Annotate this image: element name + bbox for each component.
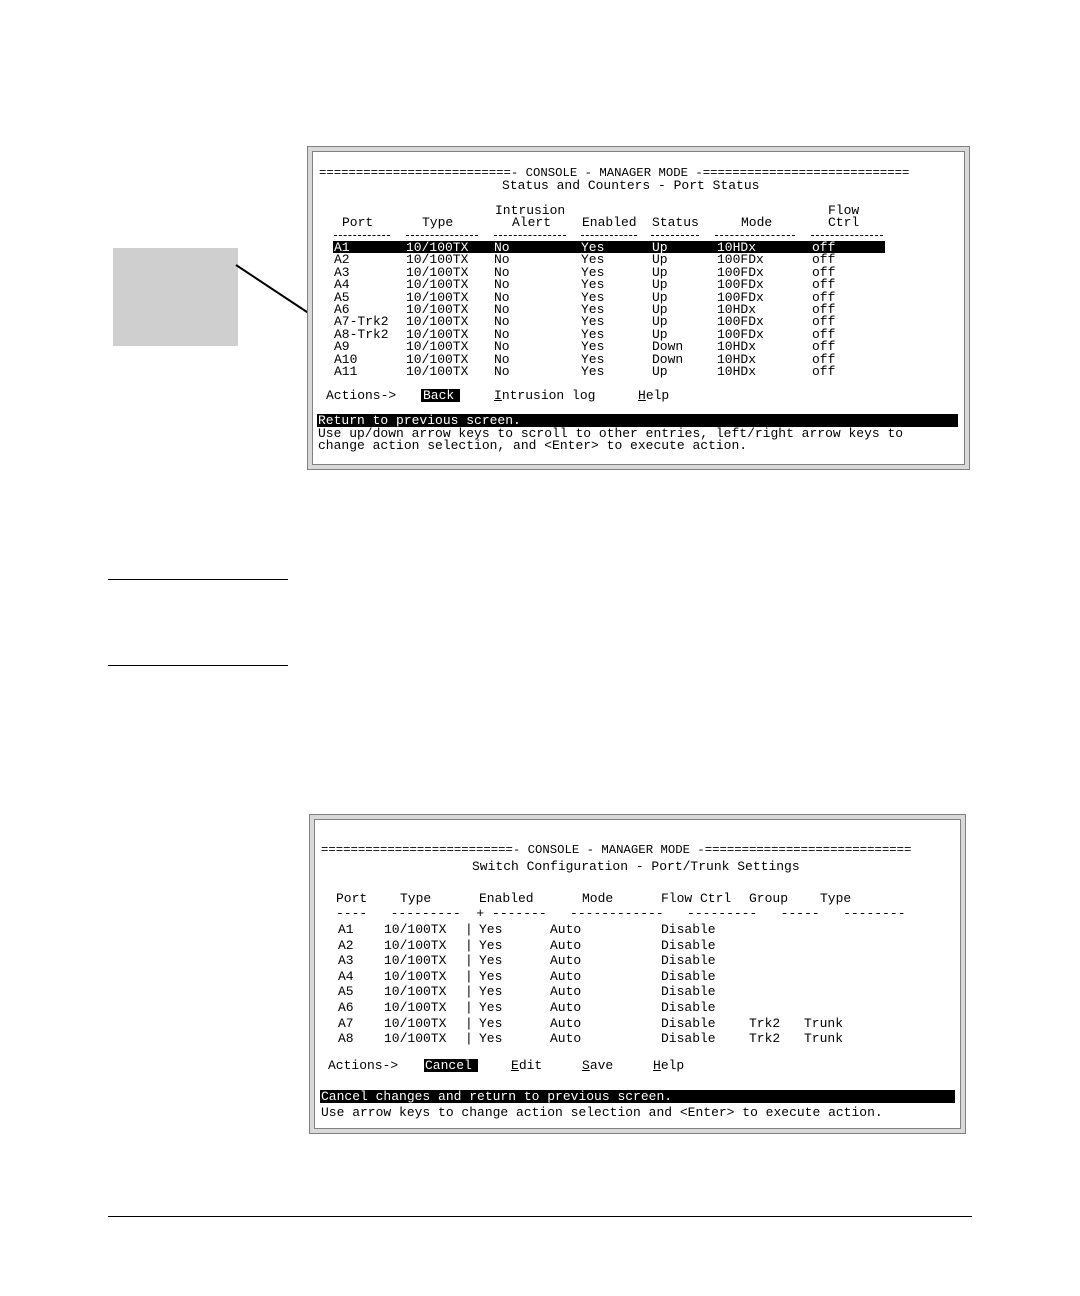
mode-cell: 10HDx (717, 351, 757, 367)
flow-cell: off (812, 302, 836, 317)
flow-cell: off (812, 252, 836, 268)
port-status-console (307, 146, 970, 470)
port-cell: A6 (334, 302, 350, 317)
enabled-cell: Yes (581, 240, 605, 255)
column-divider: | (465, 953, 473, 969)
column-divider: | (465, 1031, 473, 1047)
status-cell: Up (652, 252, 668, 268)
help-hotkey: H (638, 388, 646, 403)
column-divider: | (465, 1000, 473, 1015)
col-group: Group (749, 891, 789, 906)
cancel-button[interactable]: Cancel (424, 1059, 478, 1072)
type-cell: 10/100TX (406, 264, 469, 280)
status-cell: Up (652, 314, 668, 330)
intrusion-log-button[interactable] (494, 389, 595, 402)
alert-cell: No (494, 326, 510, 342)
header-separator: ---- --------- + ------- ------------ --------- ----- -------- (336, 906, 906, 921)
type-cell: 10/100TX (406, 326, 469, 342)
flow-cell: Disable (661, 984, 716, 1000)
flow-cell: Disable (661, 953, 716, 969)
mode-cell: Auto (550, 937, 582, 953)
header-divider (651, 235, 699, 236)
help-text-line: Use arrow keys to change action selection and <Enter> to execute action. (321, 1105, 883, 1120)
mode-cell: 100FDx (717, 326, 764, 342)
type-cell: 10/100TX (384, 984, 447, 1000)
edit-label: dit (518, 1058, 543, 1073)
header-divider (334, 235, 390, 236)
edit-hotkey: E (511, 1058, 519, 1073)
enabled-cell: Yes (581, 339, 605, 355)
type-cell: 10/100TX (384, 968, 447, 984)
group-cell: Trk2 (749, 1015, 781, 1031)
type-cell: 10/100TX (406, 314, 469, 330)
col-type: Type (400, 891, 432, 906)
flow-cell: off (812, 314, 836, 330)
mode-cell: 10HDx (717, 240, 757, 255)
help-hotkey: H (653, 1058, 661, 1073)
flow-cell: Disable (661, 937, 716, 953)
mode-cell: Auto (550, 953, 582, 969)
enabled-cell: Yes (479, 968, 503, 984)
enabled-cell: Yes (479, 1031, 503, 1047)
type-cell: 10/100TX (384, 1000, 447, 1015)
status-cell: Down (652, 339, 684, 355)
save-label: ave (589, 1058, 614, 1073)
back-button[interactable]: Back (421, 389, 460, 402)
col-intrusion-line1: Intrusion (495, 203, 566, 218)
alert-cell: No (494, 252, 510, 268)
col-type: Type (422, 215, 454, 230)
actions-label: Actions-> (326, 388, 397, 403)
status-cell: Up (652, 277, 668, 293)
console-banner: ==========================- CONSOLE - MANAGER MODE -============================ (321, 843, 912, 857)
port-trunk-settings-console (309, 814, 966, 1134)
port-cell: A4 (334, 277, 350, 293)
port-cell: A8 (338, 1031, 354, 1047)
actions-label: Actions-> (328, 1058, 399, 1073)
port-cell: A5 (334, 289, 350, 305)
alert-cell: No (494, 240, 510, 255)
header-divider (494, 235, 566, 236)
col-mode: Mode (582, 891, 614, 906)
status-cell: Down (652, 351, 684, 367)
enabled-cell: Yes (479, 922, 503, 937)
trunk-type-cell: Trunk (804, 1015, 844, 1031)
alert-cell: No (494, 264, 510, 280)
port-cell: A6 (338, 1000, 354, 1015)
status-cell: Up (652, 326, 668, 342)
enabled-cell: Yes (581, 364, 605, 379)
screen-subtitle: Status and Counters - Port Status (502, 178, 760, 193)
alert-cell: No (494, 339, 510, 355)
intrusion-log-label: ntrusion log (501, 388, 596, 403)
port-cell: A9 (334, 339, 350, 355)
type-cell: 10/100TX (406, 289, 469, 305)
mode-cell: 10HDx (717, 364, 757, 379)
column-divider: | (465, 922, 473, 937)
footer-rule (108, 1216, 972, 1217)
header-divider (715, 235, 795, 236)
enabled-cell: Yes (581, 351, 605, 367)
status-message-bar: Cancel changes and return to previous screen. (320, 1090, 955, 1103)
type-cell: 10/100TX (384, 1031, 447, 1047)
column-divider: | (465, 968, 473, 984)
col-enabled: Enabled (479, 891, 534, 906)
mode-cell: 100FDx (717, 264, 764, 280)
mode-cell: Auto (550, 968, 582, 984)
enabled-cell: Yes (581, 277, 605, 293)
mode-cell: Auto (550, 984, 582, 1000)
flow-cell: off (812, 364, 836, 379)
header-divider (581, 235, 637, 236)
type-cell: 10/100TX (406, 240, 469, 255)
screen-subtitle: Switch Configuration - Port/Trunk Settings (472, 859, 800, 874)
type-cell: 10/100TX (406, 351, 469, 367)
flow-cell: off (812, 264, 836, 280)
help-label: elp (645, 388, 670, 403)
mode-cell: 10HDx (717, 302, 757, 317)
enabled-cell: Yes (581, 314, 605, 330)
help-button[interactable] (653, 1059, 684, 1072)
port-cell: A5 (338, 984, 354, 1000)
enabled-cell: Yes (479, 937, 503, 953)
flow-cell: off (812, 339, 836, 355)
port-cell: A7 (338, 1015, 354, 1031)
alert-cell: No (494, 364, 510, 379)
col-status: Status (652, 215, 699, 230)
port-cell: A10 (334, 351, 358, 367)
type-cell: 10/100TX (406, 252, 469, 268)
flow-cell: Disable (661, 1031, 716, 1047)
type-cell: 10/100TX (384, 953, 447, 969)
mode-cell: 100FDx (717, 314, 764, 330)
port-cell: A2 (338, 937, 354, 953)
help-text-line1: Use up/down arrow keys to scroll to other entries, left/right arrow keys to (318, 426, 904, 441)
flow-cell: Disable (661, 968, 716, 984)
alert-cell: No (494, 289, 510, 305)
mode-cell: 100FDx (717, 289, 764, 305)
col-trunk-type: Type (820, 891, 852, 906)
type-cell: 10/100TX (406, 339, 469, 355)
status-cell: Up (652, 264, 668, 280)
mode-cell: Auto (550, 1015, 582, 1031)
type-cell: 10/100TX (406, 302, 469, 317)
enabled-cell: Yes (479, 984, 503, 1000)
enabled-cell: Yes (581, 326, 605, 342)
save-hotkey: S (582, 1058, 590, 1073)
type-cell: 10/100TX (406, 364, 469, 379)
column-divider: | (465, 984, 473, 1000)
flow-cell: Disable (661, 1000, 716, 1015)
callout-box (113, 248, 238, 346)
enabled-cell: Yes (479, 1015, 503, 1031)
status-cell: Up (652, 302, 668, 317)
status-cell: Up (652, 289, 668, 305)
mode-cell: 10HDx (717, 339, 757, 355)
enabled-cell: Yes (581, 252, 605, 268)
flow-cell: off (812, 240, 836, 255)
type-cell: 10/100TX (384, 937, 447, 953)
port-cell: A3 (334, 264, 350, 280)
col-port: Port (342, 215, 374, 230)
console-banner: ==========================- CONSOLE - MANAGER MODE -============================ (319, 166, 910, 180)
type-cell: 10/100TX (384, 1015, 447, 1031)
enabled-cell: Yes (581, 264, 605, 280)
col-port: Port (336, 891, 368, 906)
note-top-rule (108, 579, 288, 580)
type-cell: 10/100TX (406, 277, 469, 293)
col-intrusion-line2: Alert (512, 215, 552, 230)
header-divider (406, 235, 478, 236)
column-divider: | (465, 937, 473, 953)
port-cell: A1 (338, 922, 354, 937)
enabled-cell: Yes (479, 953, 503, 969)
flow-cell: Disable (661, 922, 716, 937)
type-cell: 10/100TX (384, 922, 447, 937)
status-message-bar: Return to previous screen. (317, 414, 958, 427)
help-text-line2: change action selection, and <Enter> to execute action. (318, 438, 748, 453)
note-bottom-rule (108, 665, 288, 666)
col-flow-ctrl: Flow Ctrl (661, 891, 732, 906)
status-cell: Up (652, 240, 668, 255)
col-enabled: Enabled (582, 215, 637, 230)
port-cell: A3 (338, 953, 354, 969)
intrusion-log-hotkey: I (494, 388, 502, 403)
port-cell: A4 (338, 968, 354, 984)
alert-cell: No (494, 314, 510, 330)
mode-cell: Auto (550, 922, 582, 937)
mode-cell: Auto (550, 1000, 582, 1015)
col-mode: Mode (741, 215, 773, 230)
port-cell: A11 (334, 364, 358, 379)
port-cell: A2 (334, 252, 350, 268)
group-cell: Trk2 (749, 1031, 781, 1047)
col-flow-line2: Ctrl (828, 215, 860, 230)
enabled-cell: Yes (581, 289, 605, 305)
mode-cell: Auto (550, 1031, 582, 1047)
status-cell: Up (652, 364, 668, 379)
header-divider (811, 235, 883, 236)
help-label: elp (660, 1058, 685, 1073)
flow-cell: Disable (661, 1015, 716, 1031)
port-cell: A8-Trk2 (334, 326, 389, 342)
trunk-type-cell: Trunk (804, 1031, 844, 1047)
column-divider: | (465, 1015, 473, 1031)
alert-cell: No (494, 351, 510, 367)
enabled-cell: Yes (581, 302, 605, 317)
flow-cell: off (812, 326, 836, 342)
mode-cell: 100FDx (717, 277, 764, 293)
mode-cell: 100FDx (717, 252, 764, 268)
col-flow-line1: Flow (828, 203, 860, 218)
port-cell: A1 (334, 240, 350, 255)
save-button[interactable] (582, 1059, 613, 1072)
alert-cell: No (494, 302, 510, 317)
port-cell: A7-Trk2 (334, 314, 389, 330)
help-button[interactable] (638, 389, 669, 402)
alert-cell: No (494, 277, 510, 293)
flow-cell: off (812, 277, 836, 293)
flow-cell: off (812, 289, 836, 305)
enabled-cell: Yes (479, 1000, 503, 1015)
flow-cell: off (812, 351, 836, 367)
edit-button[interactable] (511, 1059, 542, 1072)
